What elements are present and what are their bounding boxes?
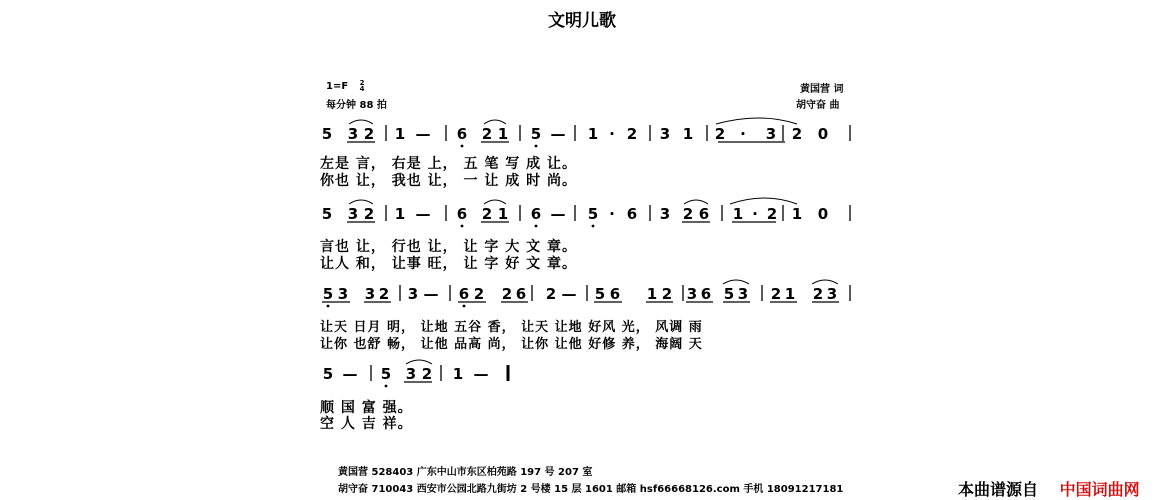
line1-note: 3 — [659, 125, 671, 143]
line2-slur — [484, 200, 506, 204]
line3-lower-dot — [463, 305, 466, 308]
lyric-line-1b: 你也 让， 我也 让， 一 让 成 时 尚。 — [320, 173, 577, 189]
line4-note: 5 — [322, 365, 334, 383]
line2-note: · — [609, 205, 615, 223]
line2-note: 6 — [530, 205, 542, 223]
line2-note: 5 — [321, 205, 333, 223]
line2-note: 2 — [766, 205, 778, 223]
lyricist: 黄国营 词 — [800, 84, 844, 95]
source-credit — [958, 477, 1140, 500]
line3-note: 2 — [545, 285, 557, 303]
line1-note: 5 — [321, 125, 333, 143]
key-label: 1=F — [326, 81, 349, 92]
lyric-line-4b: 空 人 吉 祥。 — [320, 416, 413, 432]
line3-note: 2 — [661, 285, 673, 303]
line2-note: 6 — [456, 205, 468, 223]
line3-note: 6 — [700, 285, 712, 303]
line1-note: 3 — [347, 125, 359, 143]
line3-note: 1 — [784, 285, 796, 303]
line3-note: 2 — [770, 285, 782, 303]
line3-slur — [723, 280, 749, 284]
line2-note: 6 — [698, 205, 710, 223]
line3-note: 3 — [686, 285, 698, 303]
line1-note: 1 — [587, 125, 599, 143]
line2-lower-dot — [592, 225, 595, 228]
line4-slur — [406, 360, 432, 364]
line2-note: 2 — [682, 205, 694, 223]
line3-note: 2 — [812, 285, 824, 303]
line3-note: 5 — [723, 285, 735, 303]
line2-note: — — [550, 205, 566, 223]
line2-note: 1 — [791, 205, 803, 223]
line1-note: 6 — [456, 125, 468, 143]
line4-note: 5 — [380, 365, 392, 383]
line2-note: 3 — [659, 205, 671, 223]
composer: 胡守奋 曲 — [796, 100, 840, 111]
line3-slur — [812, 280, 838, 284]
line3-note: 2 — [378, 285, 390, 303]
line3-note: 6 — [609, 285, 621, 303]
line1-note: 0 — [817, 125, 829, 143]
time-top: 2 — [359, 79, 365, 87]
lyric-line-1a: 左是 言， 右是 上， 五 笔 写 成 让。 — [320, 156, 577, 172]
line1-note: 2 — [626, 125, 638, 143]
line3-note: — — [423, 285, 439, 303]
line3-note: 6 — [515, 285, 527, 303]
line2-note: 2 — [481, 205, 493, 223]
line4-note: — — [473, 365, 489, 383]
line1-note: · — [609, 125, 615, 143]
page-title: 文明儿歌 — [548, 11, 616, 31]
line2-note: 1 — [497, 205, 509, 223]
line2-note: 0 — [817, 205, 829, 223]
line2-note: 5 — [587, 205, 599, 223]
line4-note: 3 — [405, 365, 417, 383]
tempo: 每分钟 88 拍 — [326, 100, 387, 111]
line2-slur — [730, 198, 797, 204]
line1-note: 2 — [481, 125, 493, 143]
line1-note: 2 — [791, 125, 803, 143]
source-site-link[interactable]: 中国词曲网 — [1059, 480, 1140, 499]
line2-note: 1 — [732, 205, 744, 223]
time-bottom: 4 — [359, 85, 365, 93]
line1-note: 1 — [497, 125, 509, 143]
footer-address-1: 黄国营 528403 广东中山市东区柏苑路 197 号 207 室 — [338, 467, 593, 478]
line4-note: 1 — [452, 365, 464, 383]
line2-lower-dot — [461, 225, 464, 228]
line2-slur — [684, 200, 708, 204]
line2-note: 3 — [347, 205, 359, 223]
line4-note: 2 — [421, 365, 433, 383]
line3-note: 5 — [594, 285, 606, 303]
line2-lower-dot — [535, 225, 538, 228]
line3-note: 3 — [826, 285, 838, 303]
line1-slur — [349, 120, 373, 124]
line1-note: 3 — [765, 125, 777, 143]
line2-slur — [349, 200, 373, 204]
line3-note: 3 — [337, 285, 349, 303]
line1-note: — — [415, 125, 431, 143]
lyric-line-2a: 言也 让， 行也 让， 让 字 大 文 章。 — [320, 239, 577, 255]
line3-note: 5 — [322, 285, 334, 303]
line1-slur — [716, 118, 797, 124]
line3-note: 3 — [364, 285, 376, 303]
line4-lower-dot — [385, 385, 388, 388]
line1-note: 1 — [394, 125, 406, 143]
footer-address-2: 胡守奋 710043 西安市公园北路九街坊 2 号楼 15 层 1601 邮箱 hsf66668126.com 手机 18091217181 — [338, 484, 844, 495]
line3-note: 2 — [501, 285, 513, 303]
line3-note: 1 — [646, 285, 658, 303]
line1-note: 5 — [530, 125, 542, 143]
line3-note: — — [561, 285, 577, 303]
lyric-line-3a: 让天 日月 明， 让地 五谷 香， 让天 让地 好风 光， 风调 雨 — [320, 320, 703, 335]
line1-slur — [484, 120, 506, 124]
line4-note: — — [342, 365, 358, 383]
source-prefix: 本曲谱源自 — [958, 480, 1039, 499]
line1-lower-dot — [461, 145, 464, 148]
line1-note: · — [740, 125, 746, 143]
line3-note: 2 — [473, 285, 485, 303]
line2-note: 6 — [626, 205, 638, 223]
line3-note: 6 — [458, 285, 470, 303]
line1-note: 1 — [682, 125, 694, 143]
line2-note: 2 — [363, 205, 375, 223]
lyric-line-2b: 让人 和， 让事 旺， 让 字 好 文 章。 — [320, 256, 577, 272]
lyric-line-3b: 让你 也舒 畅， 让他 品高 尚， 让你 让他 好修 养， 海阔 天 — [320, 337, 703, 352]
line2-note: 1 — [394, 205, 406, 223]
line1-note: 2 — [363, 125, 375, 143]
line1-note: — — [550, 125, 566, 143]
line3-note: 3 — [407, 285, 419, 303]
line2-note: — — [415, 205, 431, 223]
line3-note: 3 — [737, 285, 749, 303]
line1-lower-dot — [535, 145, 538, 148]
line3-lower-dot — [327, 305, 330, 308]
line2-note: · — [752, 205, 758, 223]
line1-note: 2 — [714, 125, 726, 143]
lyric-line-4a: 顺 国 富 强。 — [320, 400, 413, 416]
